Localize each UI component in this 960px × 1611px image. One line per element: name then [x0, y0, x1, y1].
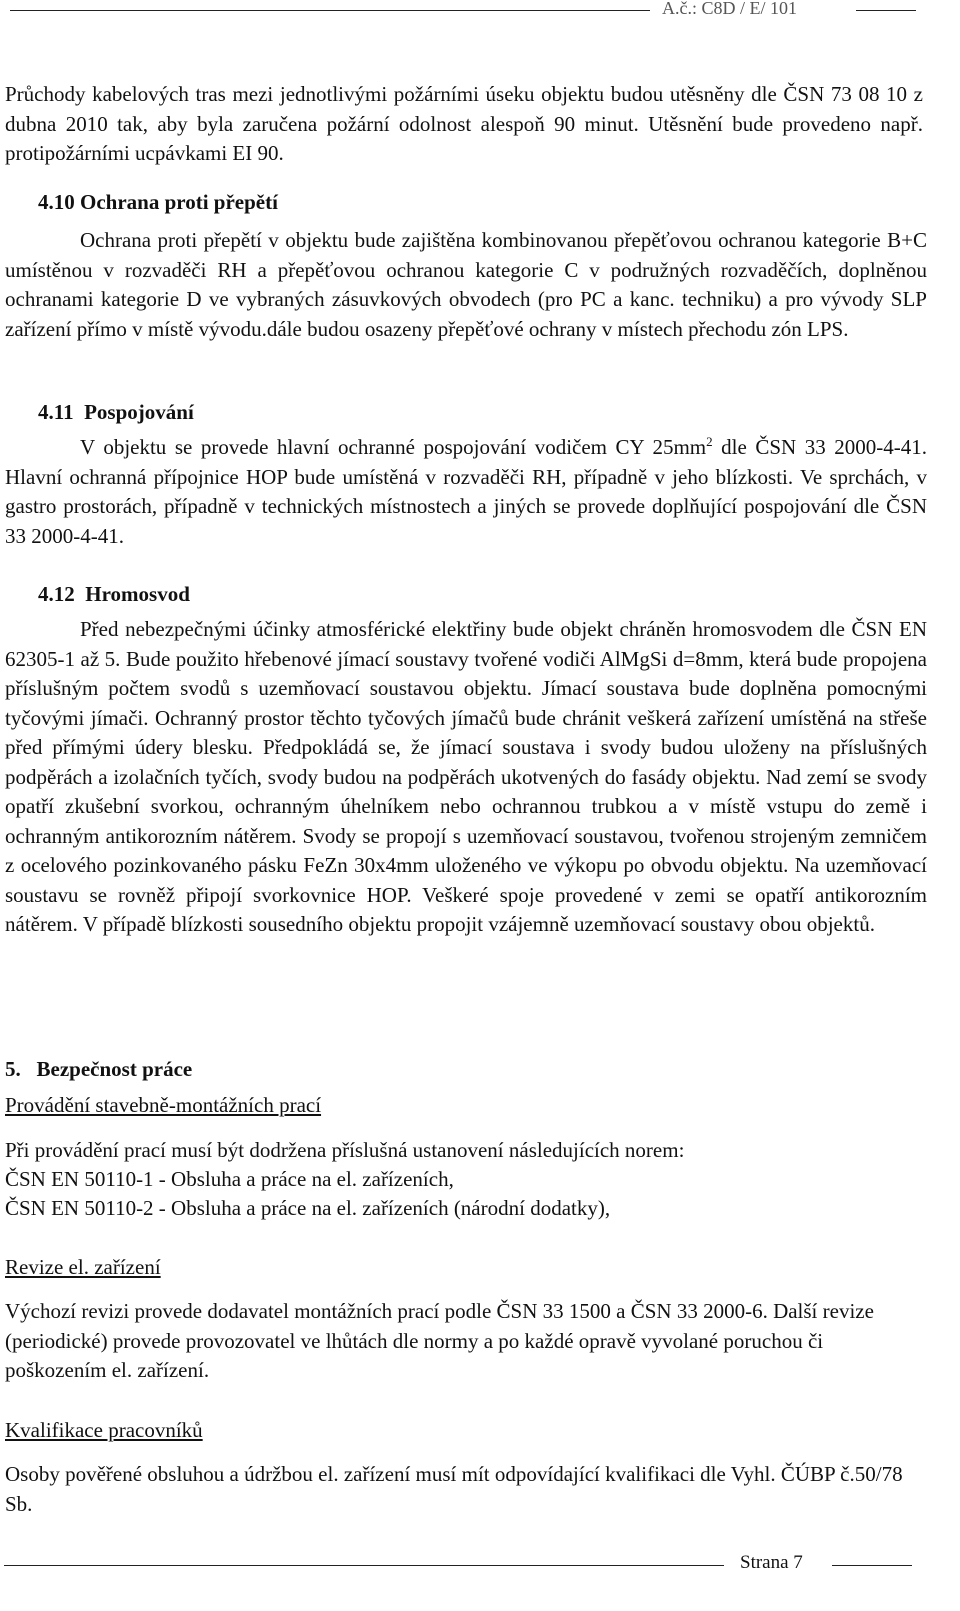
norm-line-1: ČSN EN 50110-1 - Obsluha a práce na el. zařízeních, — [5, 1167, 454, 1191]
section-4-12-heading — [38, 580, 190, 610]
header-rule-right — [856, 10, 916, 11]
intro-paragraph: Průchody kabelových tras mezi jednotlivými požárními úseku objektu budou utěsněny dle ČSN 73 08 10 z dubna 2010 tak, aby byla zaručena požární odolnost alespoň 90 minut. Utěsnění bude provedeno např. protipožárními ucpávkami EI 90. — [5, 82, 923, 165]
superscript: 2 — [706, 434, 713, 449]
subsection-title-works: Provádění stavebně-montážních prací — [5, 1093, 322, 1117]
norms-intro-line: Při provádění prací musí být dodržena příslušná ustanovení následujících norem: — [5, 1138, 685, 1162]
section-4-11-text-a: V objektu se provede hlavní ochranné pospojování vodičem CY 25mm — [80, 435, 707, 459]
document-reference: A.č.: C8D / E/ 101 — [662, 0, 797, 18]
section-5-heading — [5, 1055, 192, 1085]
subsection-title-qualification: Kvalifikace pracovníků — [5, 1418, 203, 1442]
section-4-11-title: Pospojování — [84, 400, 194, 424]
section-4-12-title: Hromosvod — [85, 582, 190, 606]
section-4-12-paragraph: Před nebezpečnými účinky atmosférické elektřiny bude objekt chráněn hromosvodem dle ČSN EN 62305-1 až 5. Bude použito hřebenové jímací soustavy tvořené vodiči AlMgSi d=8mm, která bude propojena příslušným počtem svodů s uzemňovací soustavou objektu. Jímací soustava bude doplněna pomocnými tyčovými jímači. Ochranný prostor těchto tyčových jímačů bude chránit veškerá zařízení umístěná na střeše před přímými údery blesku. Předpokládá se, že jímací soustava i svody budou uloženy na příslušných podpěrách a izolačních tyčích, svody budou na podpěrách ukotvených do fasády objektu. Nad zemí se svody opatří zkušební svorkou, ochranným úhelníkem nebo ochrannou trubkou a v místě vstupu do země i ochranným antikorozním nátěrem. Svody se propojí s uzemňovací soustavou, tvořenou strojeným zemničem z ocelového pozinkovaného pásku FeZn 30x4mm uloženého ve výkopu po obvodu objektu. Na uzemňovací soustavu se rovněž připojí svorkovnice HOP. Veškeré spoje provedené v zemi se opatří antikorozním nátěrem. V případě blízkosti sousedního objektu propojit vzájemně uzemňovací soustavy obou objektů. — [5, 617, 927, 936]
inspection-paragraph: Výchozí revizi provede dodavatel montážních prací podle ČSN 33 1500 a ČSN 33 2000-6. Další revize (periodické) provede provozovatel ve lhůtách dle normy a po každé opravě vyvolané poruchou či poškozením el. zařízení. — [5, 1299, 874, 1382]
section-4-11-paragraph — [5, 433, 927, 551]
footer-rule-right — [832, 1565, 912, 1566]
footer-rule — [4, 1565, 724, 1566]
section-4-12-number: 4.12 — [38, 582, 75, 606]
section-4-10-heading: 4.10 Ochrana proti přepětí — [38, 190, 278, 214]
section-5-number: 5. — [5, 1057, 21, 1081]
section-4-11-text-b: dle ČSN 33 2000-4-41. Hlavní ochranná přípojnice HOP bude umístěná v rozvaděči RH, případně v jeho blízkosti. Ve sprchách, v gastro prostorách, případně v technických místnostech a jiných se provede doplňující pospojování dle ČSN 33 2000-4-41. — [5, 435, 927, 548]
section-4-10-paragraph: Ochrana proti přepětí v objektu bude zajištěna kombinovanou přepěťovou ochranou kategorie B+C umístěnou v rozvaděči RH a přepěťovou ochranou kategorie C v podružných rozvaděčích, doplněnou ochranami kategorie D ve vybraných zásuvkových obvodech (pro PC a kanc. techniku) a pro vývody SLP zařízení přímo v místě vývodu.dále budou osazeny přepěťové ochrany v místech přechodu zón LPS. — [5, 228, 927, 341]
section-5-title: Bezpečnost práce — [36, 1057, 193, 1081]
header-rule — [10, 10, 650, 11]
section-4-11-number: 4.11 — [38, 400, 74, 424]
section-4-11-heading — [38, 398, 194, 428]
page-number: Strana 7 — [740, 1552, 803, 1573]
norm-line-2: ČSN EN 50110-2 - Obsluha a práce na el. zařízeních (národní dodatky), — [5, 1196, 611, 1220]
subsection-title-inspection: Revize el. zařízení — [5, 1255, 161, 1279]
qualification-paragraph: Osoby pověřené obsluhou a údržbou el. zařízení musí mít odpovídající kvalifikaci dle Vyhl. ČÚBP č.50/78 Sb. — [5, 1462, 903, 1516]
